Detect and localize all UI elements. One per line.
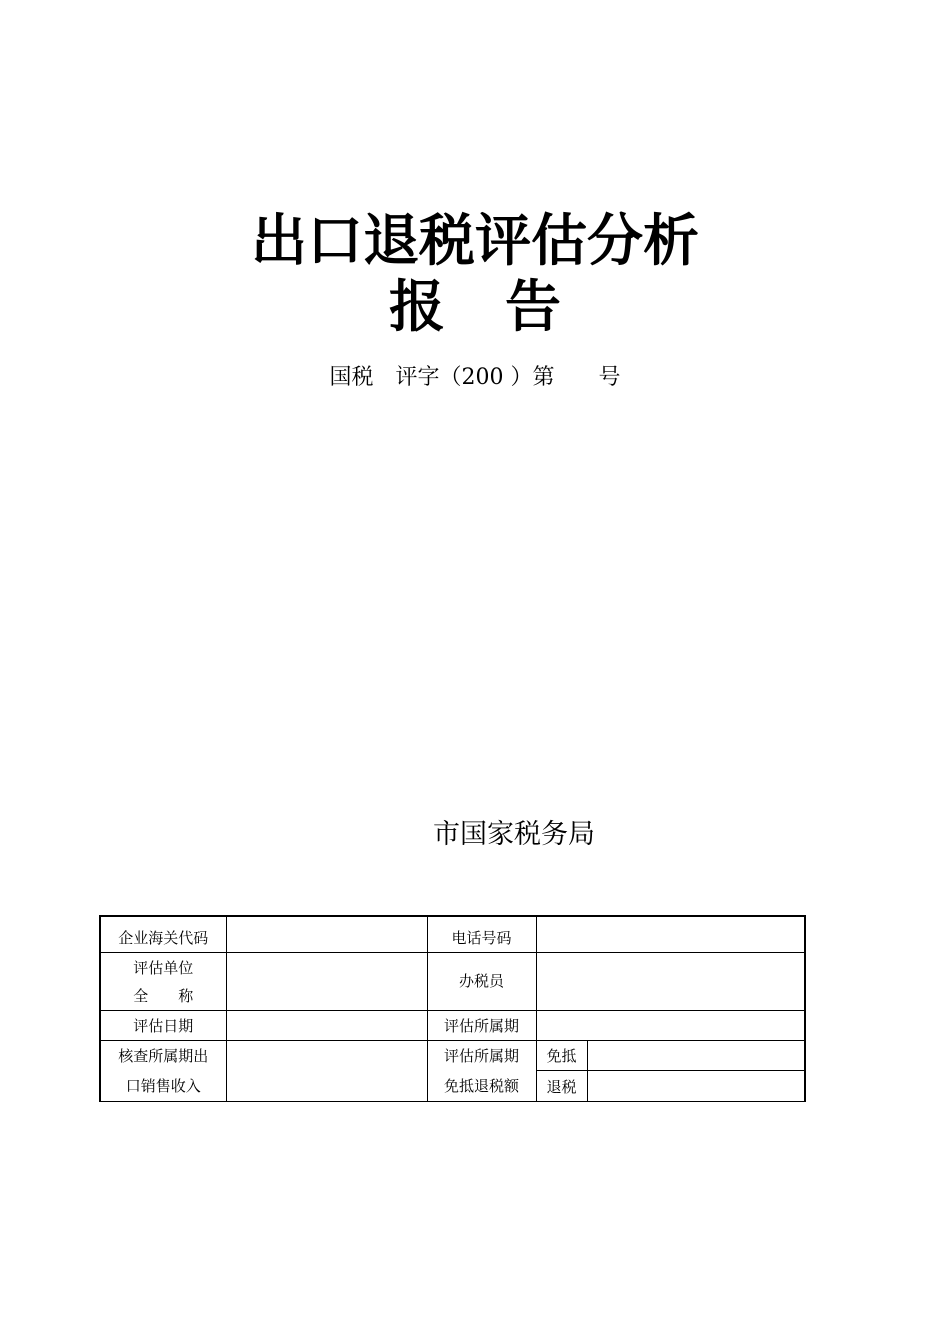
issuing-authority: 市国家税务局 — [433, 819, 595, 850]
customs-code-label: 企业海关代码 — [100, 916, 226, 952]
export-sales-label-line1: 核查所属期出 — [118, 1046, 209, 1065]
eval-date-label: 评估日期 — [100, 1010, 226, 1040]
refund-amount-label — [427, 1040, 536, 1101]
refund-amount-label-line1: 评估所属期 — [443, 1046, 519, 1065]
unit-name-label-line1: 评估单位 — [133, 958, 194, 977]
offset-label: 免抵 — [536, 1040, 587, 1071]
eval-date-field[interactable] — [226, 1010, 427, 1040]
export-sales-label — [100, 1040, 226, 1101]
offset-field[interactable] — [587, 1040, 805, 1071]
report-title-line2: 报告 — [389, 275, 621, 340]
refund-amount-label-line2: 免抵退税额 — [443, 1076, 519, 1095]
customs-code-field[interactable] — [226, 916, 427, 952]
unit-name-label-line2: 全 称 — [133, 986, 194, 1005]
phone-label: 电话号码 — [427, 916, 536, 952]
refund-field[interactable] — [587, 1071, 805, 1102]
unit-name-label — [100, 952, 226, 1010]
tax-officer-label: 办税员 — [427, 952, 536, 1010]
phone-field[interactable] — [536, 916, 805, 952]
eval-period-label: 评估所属期 — [427, 1010, 536, 1040]
eval-period-field[interactable] — [536, 1010, 805, 1040]
export-sales-field[interactable] — [226, 1040, 427, 1101]
tax-officer-field[interactable] — [536, 952, 805, 1010]
export-sales-label-line2: 口销售收入 — [125, 1076, 201, 1095]
report-title-line1: 出口退税评估分析 — [251, 209, 699, 274]
refund-label: 退税 — [536, 1071, 587, 1102]
document-number: 国税 评字（200 ）第 号 — [329, 365, 621, 390]
unit-name-field[interactable] — [226, 952, 427, 1010]
enterprise-info-table — [99, 915, 806, 1102]
